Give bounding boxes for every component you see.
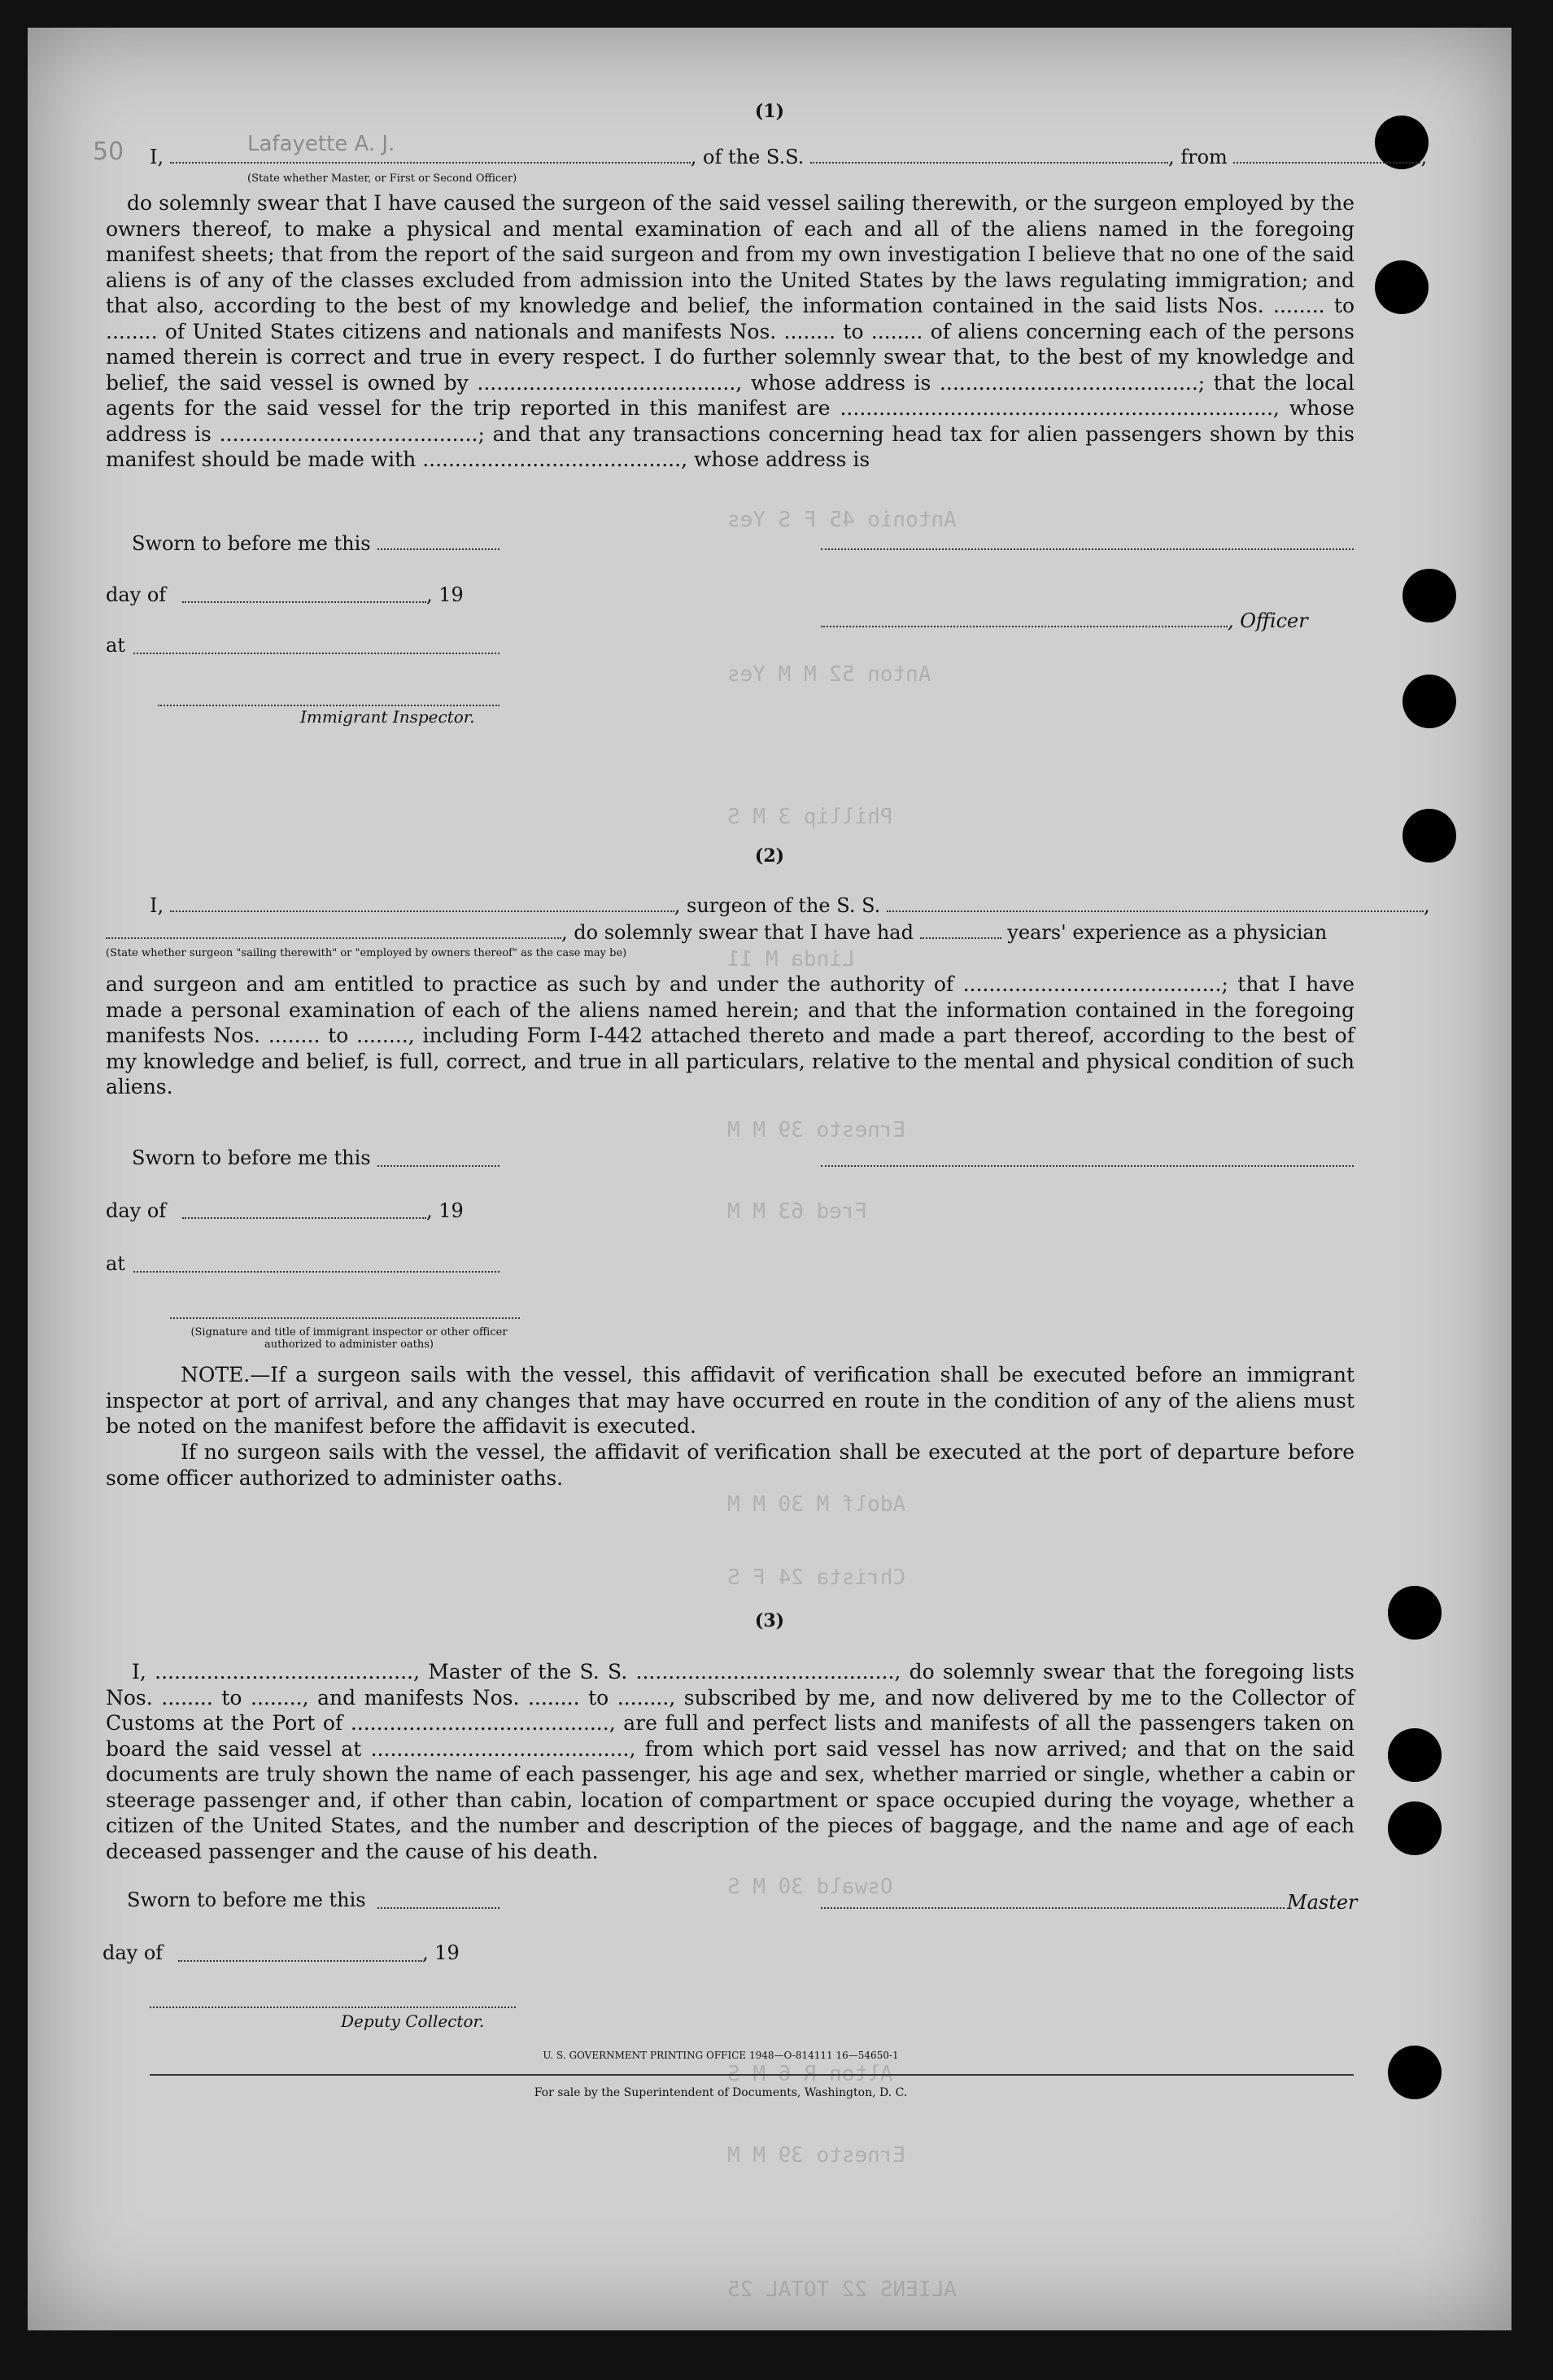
year-label: , 19	[422, 1941, 460, 1964]
section-number: (2)	[754, 845, 785, 867]
note-text-2: If no surgeon sails with the vessel, the affidavit of verification shall be executed at the port of departure before some officer authorized to administer oaths.	[106, 1440, 1355, 1490]
punch-hole	[1375, 260, 1429, 314]
manifest-back-page: Antonio 45 F S Yes Anton 52 M M Yes Phillip 3 M S Linda M 11 Ernesto 39 M M Fred 63 M M Adolf M 30 M M Christa 24 F S Oswald 30 M S Alton R 6 M S Ernesto 39 M M ALIENS 22 TOTAL 25 (1) 50 I, , of the S.S. , from , Lafayette A. J. (State whether Master, or First or Second Officer) do solemnly swear that I have caused the surgeon of the said vessel sailing therewith, or the surgeon employed by the owners thereof, to make a physical and mental examination of each and all of the aliens named in the foregoing manifest sheets; that from the report of the said surgeon and from my own investigation I believe that no one of the said aliens is of any of the classes excluded from admission into the United States by the laws regulating immigration; and that also, according to the best of my knowledge and belief, the information contained in the said lists Nos. ........ to ........ of United States citizens and nationals and manifests Nos. ........ to ........ of aliens concerning each of the persons named therein is correct and true in every respect. I do further solemnly swear that, to the best of my knowledge and belief, the said vessel is owned by ........................................, whose address is ........................................; that the local agents for the said vessel for the trip reported in this manifest are ..................................................................., whose address is ........................................; and that any transactions concerning head tax for alien passengers shown by this manifest should be made with ........................................, whose address is Sworn to before me this day of , 19 , Officer at Immigrant Inspector. (2) I, , surgeon of the S. S. , , do solemnly swear that I have had years' experience as a physician (State whether surgeon "sailing therewith" or "employed by owners thereof" as the case may be) and surgeon and am entitled to practice as such by and under the authority of ........................................; that I have made a personal examination of each of the aliens named herein; and that the information contained in the foregoing manifests Nos. ........ to ........, including Form I-442 attached thereto and made a part thereof, according to the best of my knowledge and belief, is full, correct, and true in all particulars, relative to the mental and physical condition of such aliens. Sworn to before me this day of , 19 at (Signature and title of immigrant inspector or other officer authorized to administer oaths) NOTE.—If a surgeon sails with the vessel, this affidavit of verification shall be executed before an immigrant inspector at port of arrival, and any changes that may have occurred en route in the condition of any of the aliens must be noted on the manifest before the affidavit is executed. If no surgeon sails with the vessel, the affidavit of verification shall be executed at the port of departure before some officer authorized to administer oaths. (3) I, ........................................, Master of the S. S. ........................................, do solemnly swear that the foregoing lists Nos. ........ to ........, and manifests Nos. ........ to ........, subscribed by me, and now delivered by me to the Collector of Customs at the Port of ........................................, are full and perfect lists and manifests of all the passengers taken on board the said vessel at ........................................, from which port said vessel has now arrived; and that on the said documents are truly shown the name of each passenger, his age and sex, whether married or single, whether a cabin or steerage passenger and, if other than cabin, location of compartment or space occupied during the voyage, whether a citizen of the United States, and the number and description of the pieces of baggage, and the name and age of each deceased passenger and the cause of his death. Sworn to before me this Master day of , 19 Deputy Collector. U. S. GOVERNMENT PRINTING OFFICE 1948—O-814111 16—54650-1 For sale by the Superintendent of Documents, Washington, D. C.	[28, 28, 1512, 2330]
master-label: Master	[1287, 1891, 1358, 1914]
day-of-label: day of	[106, 1199, 167, 1222]
section-number: (3)	[754, 1610, 785, 1631]
section3-oath-text: I, ........................................, Master of the S. S. ........................................, do solemnly swear that the foregoing lists Nos. ........ to ........, and manifests Nos. ........ to ........, subscribed by me, and now delivered by me to the Collector of Customs at the Port of ........................................, are full and perfect lists and manifests of all the passengers taken on board the said vessel at ........................................, from which port said vessel has now arrived; and that on the said documents are truly shown the name of each passenger, his age and sex, whether married or single, whether a cabin or steerage passenger and, if other than cabin, location of compartment or space occupied during the voyage, whether a citizen of the United States, and the number and description of the pieces of baggage, and the name and age of each deceased passenger and the cause of his death.	[106, 1660, 1355, 1863]
officer-rank-caption: (State whether Master, or First or Second Officer)	[247, 172, 517, 185]
sworn-label: Sworn to before me this	[127, 1889, 366, 1911]
at-label: at	[106, 634, 125, 657]
section2-oath-text: and surgeon and am entitled to practice as such by and under the authority of ........................................; that I have made a personal examination of each of the aliens named herein; and that the information contained in the foregoing manifests Nos. ........ to ........, including Form I-442 attached thereto and made a part thereof, according to the best of my knowledge and belief, is full, correct, and true in all particulars, relative to the mental and physical condition of such aliens.	[106, 972, 1355, 1098]
sworn-label: Sworn to before me this	[132, 532, 371, 555]
sale-notice: For sale by the Superintendent of Documents, Washington, D. C.	[534, 2086, 908, 2099]
punch-hole	[1388, 1801, 1442, 1855]
section-number: (1)	[754, 101, 785, 122]
year-label: , 19	[426, 1199, 464, 1222]
deputy-collector-label: Deputy Collector.	[341, 2011, 485, 2031]
gpo-imprint: U. S. GOVERNMENT PRINTING OFFICE 1948—O-814111 16—54650-1	[543, 2050, 899, 2061]
surgeon-caption: (State whether surgeon "sailing therewith" or "employed by owners thereof" as the case may be)	[106, 947, 627, 959]
handwritten-number: 50	[93, 138, 124, 166]
section1-oath-line: I, , of the S.S. , from ,	[150, 146, 1428, 168]
year-label: , 19	[426, 583, 464, 606]
day-of-label: day of	[106, 583, 167, 606]
surgeon-experience-line: , do solemnly swear that I have had years' experience as a physician	[106, 921, 1327, 944]
section1-oath-text: do solemnly swear that I have caused the surgeon of the said vessel sailing therewith, or the surgeon employed by the owners thereof, to make a physical and mental examination of each and all of the aliens named in the foregoing manifest sheets; that from the report of the said surgeon and from my own investigation I believe that no one of the said aliens is of any of the classes excluded from admission into the United States by the laws regulating immigration; and that also, according to the best of my knowledge and belief, the information contained in the said lists Nos. ........ to ........ of United States citizens and nationals and manifests Nos. ........ to ........ of aliens concerning each of the persons named therein is correct and true in every respect. I do further solemnly swear that, to the best of my knowledge and belief, the said vessel is owned by ........................................, whose address is ........................................; that the local agents for the said vessel for the trip reported in this manifest are ..................................................................., whose address is ........................................; and that any transactions concerning head tax for alien passengers shown by this manifest should be made with ........................................, whose address is	[106, 191, 1355, 471]
note-text: NOTE.—If a surgeon sails with the vessel, this affidavit of verification shall be executed before an immigrant inspector at port of arrival, and any changes that may have occurred en route in the condition of any of the aliens must be noted on the manifest before the affidavit is executed.	[106, 1363, 1355, 1438]
punch-hole	[1388, 1728, 1442, 1782]
officer-label: , Officer	[1228, 609, 1308, 632]
punch-hole	[1402, 569, 1456, 622]
signature-caption: (Signature and title of immigrant inspector or other officer authorized to administer oaths)	[190, 1326, 508, 1351]
sworn-label: Sworn to before me this	[132, 1146, 371, 1169]
at-label: at	[106, 1252, 125, 1275]
immigrant-inspector-label: Immigrant Inspector.	[300, 707, 475, 727]
handwritten-officer-name: Lafayette A. J.	[247, 132, 395, 156]
punch-hole	[1402, 675, 1456, 728]
surgeon-line: I, , surgeon of the S. S. ,	[150, 894, 1430, 917]
day-of-label: day of	[103, 1941, 164, 1964]
